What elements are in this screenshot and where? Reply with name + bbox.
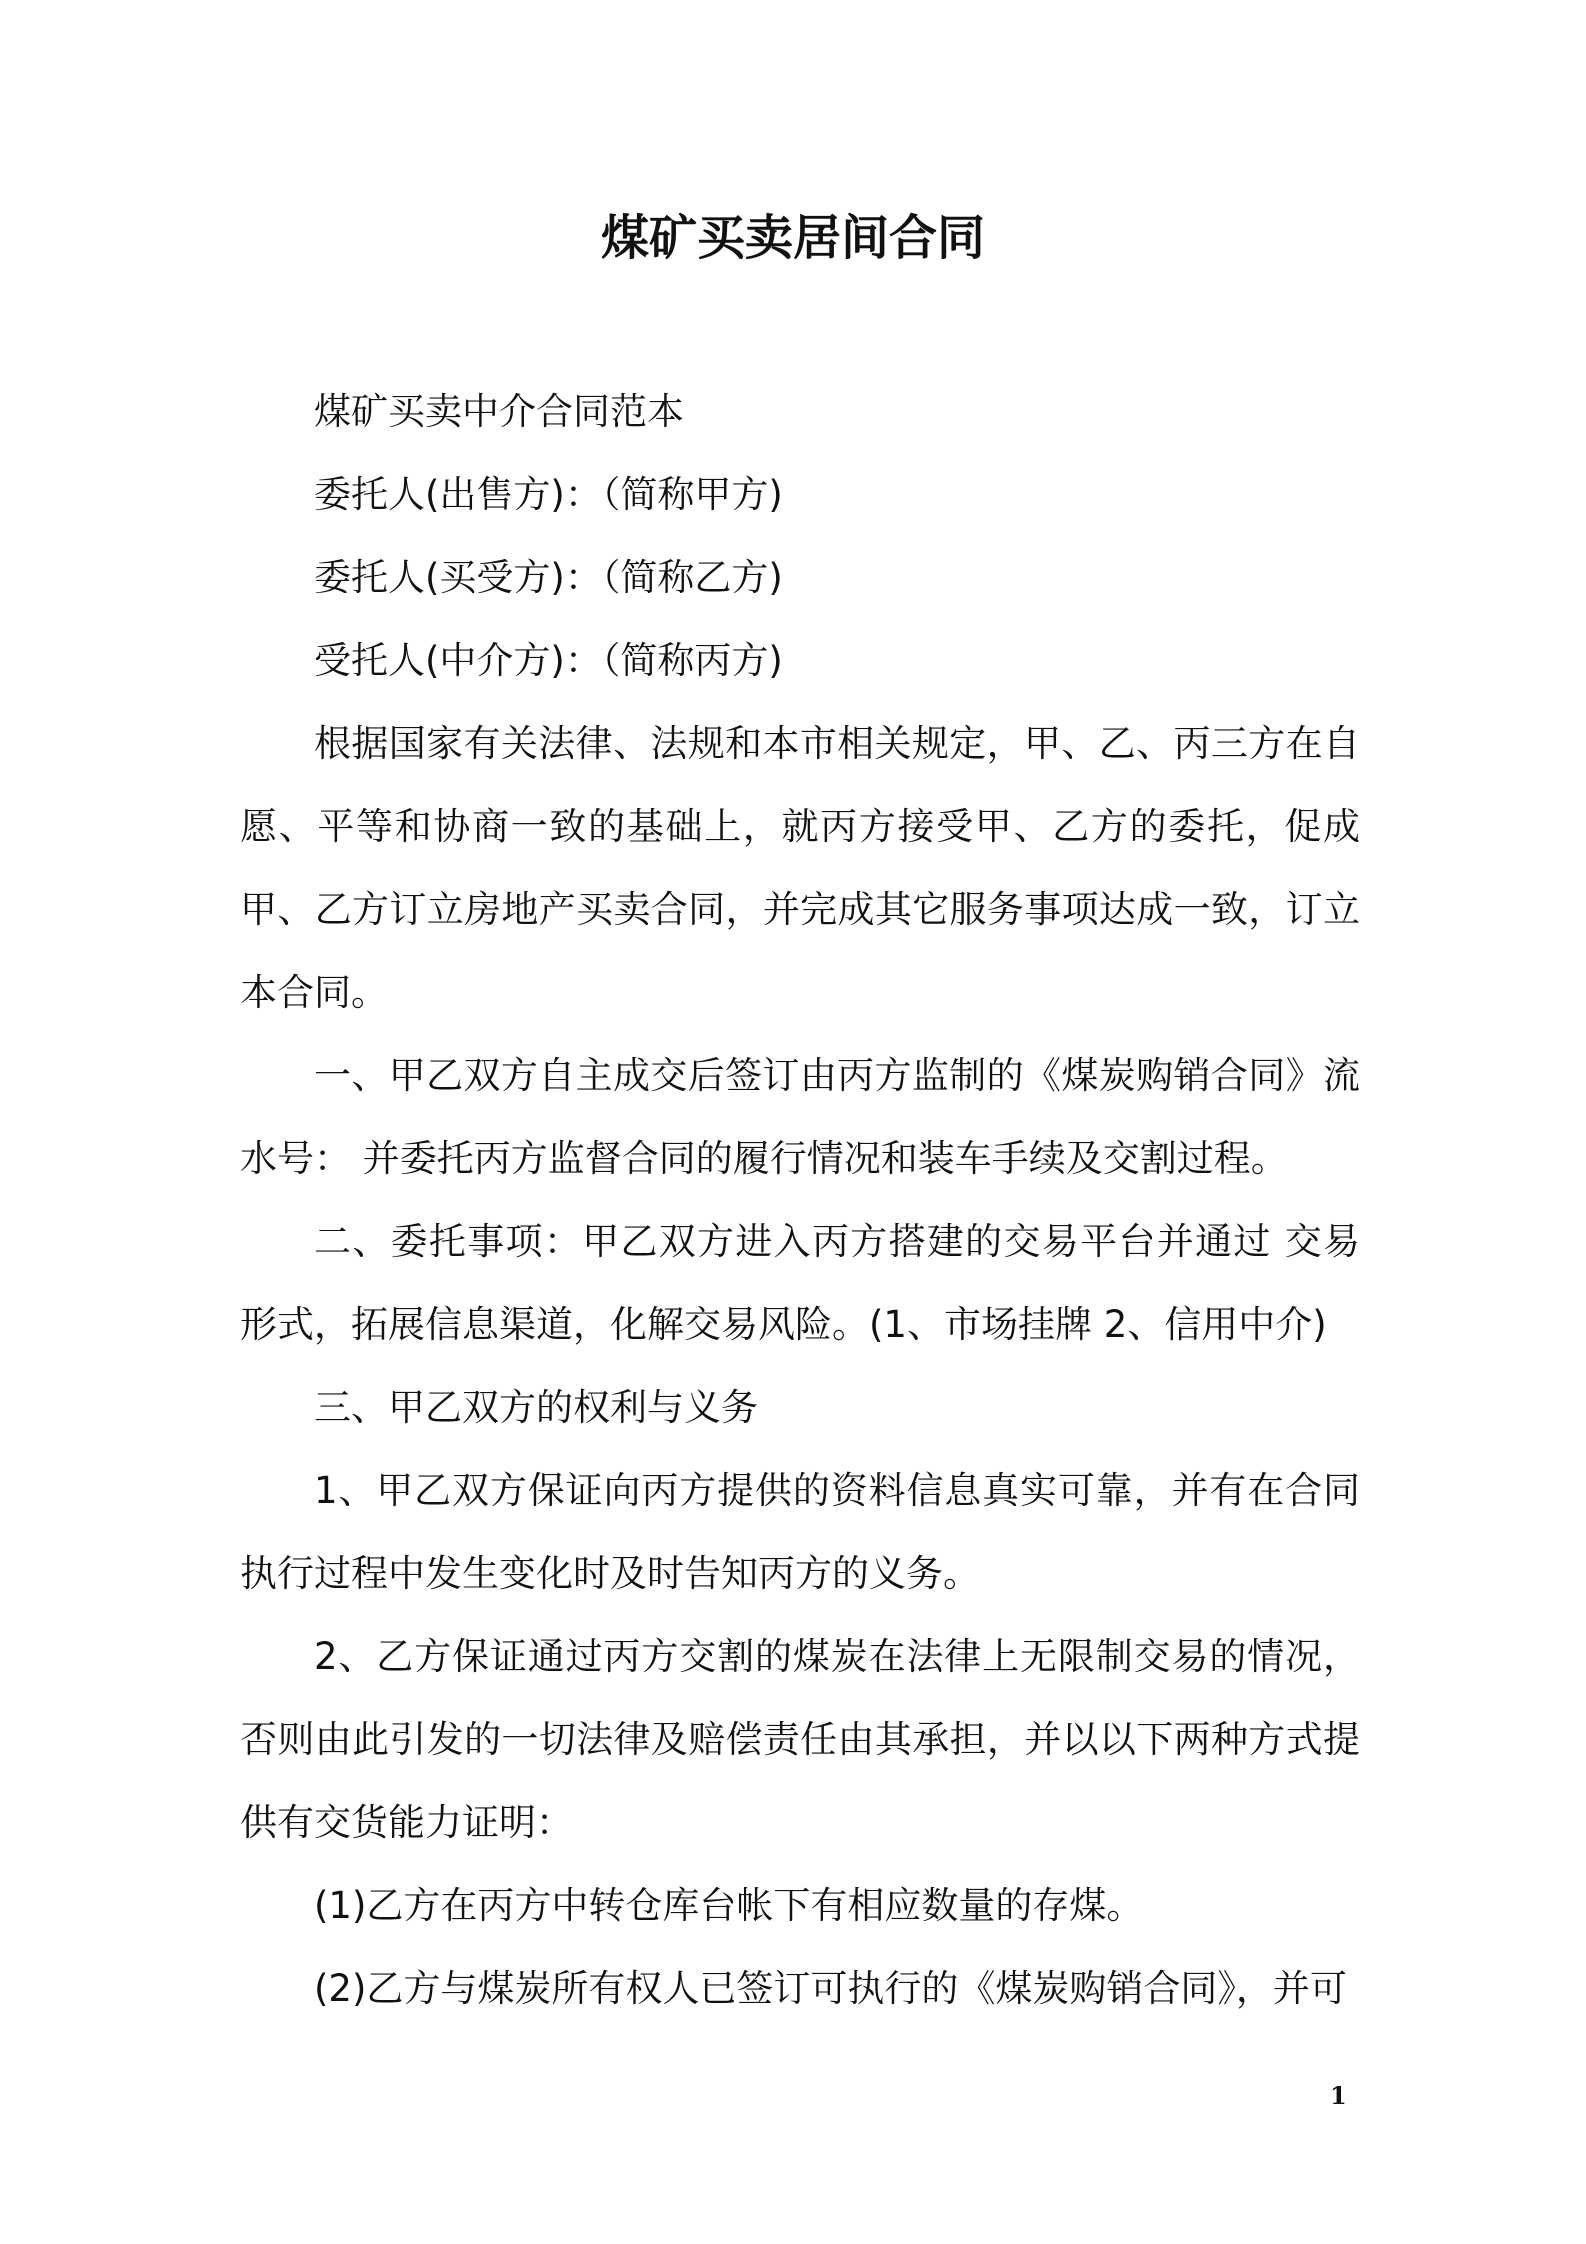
paragraph: 二、委托事项：甲乙双方进入丙方搭建的交易平台并通过 交易形式，拓展信息渠道，化解交易风险。(1、市场挂牌 2、信用中介)	[240, 1220, 1360, 1346]
paragraph: 一、甲乙双方自主成交后签订由丙方监制的《煤炭购销合同》流水号： 并委托丙方监督合同的履行情况和装车手续及交割过程。	[240, 1054, 1360, 1180]
paragraph: 根据国家有关法律、法规和本市相关规定，甲、乙、丙三方在自愿、平等和协商一致的基础上，就丙方接受甲、乙方的委托，促成甲、乙方订立房地产买卖合同，并完成其它服务事项达成一致，订立本合同。	[240, 722, 1360, 1014]
paragraph: 三、甲乙双方的权利与义务	[314, 1386, 758, 1429]
paragraph: 委托人(出售方)：（简称甲方)	[314, 473, 783, 516]
paragraph: 1、甲乙双方保证向丙方提供的资料信息真实可靠，并有在合同执行过程中发生变化时及时告知丙方的义务。	[240, 1469, 1360, 1595]
paragraph: 受托人(中介方)：（简称丙方)	[314, 639, 783, 682]
page-number: 1	[1330, 2081, 1347, 2110]
paragraph: (2)乙方与煤炭所有权人已签订可执行的《煤炭购销合同》，并可	[314, 1967, 1347, 2010]
paragraph: 煤矿买卖中介合同范本	[314, 390, 684, 433]
paragraph: (1)乙方在丙方中转仓库台帐下有相应数量的存煤。	[314, 1884, 1144, 1927]
document-body	[240, 370, 1360, 2030]
document-title: 煤矿买卖居间合同	[600, 210, 985, 266]
paragraph: 2、乙方保证通过丙方交割的煤炭在法律上无限制交易的情况，否则由此引发的一切法律及赔偿责任由其承担，并以以下两种方式提供有交货能力证明：	[240, 1635, 1360, 1844]
paragraph: 委托人(买受方)：（简称乙方)	[314, 556, 783, 599]
